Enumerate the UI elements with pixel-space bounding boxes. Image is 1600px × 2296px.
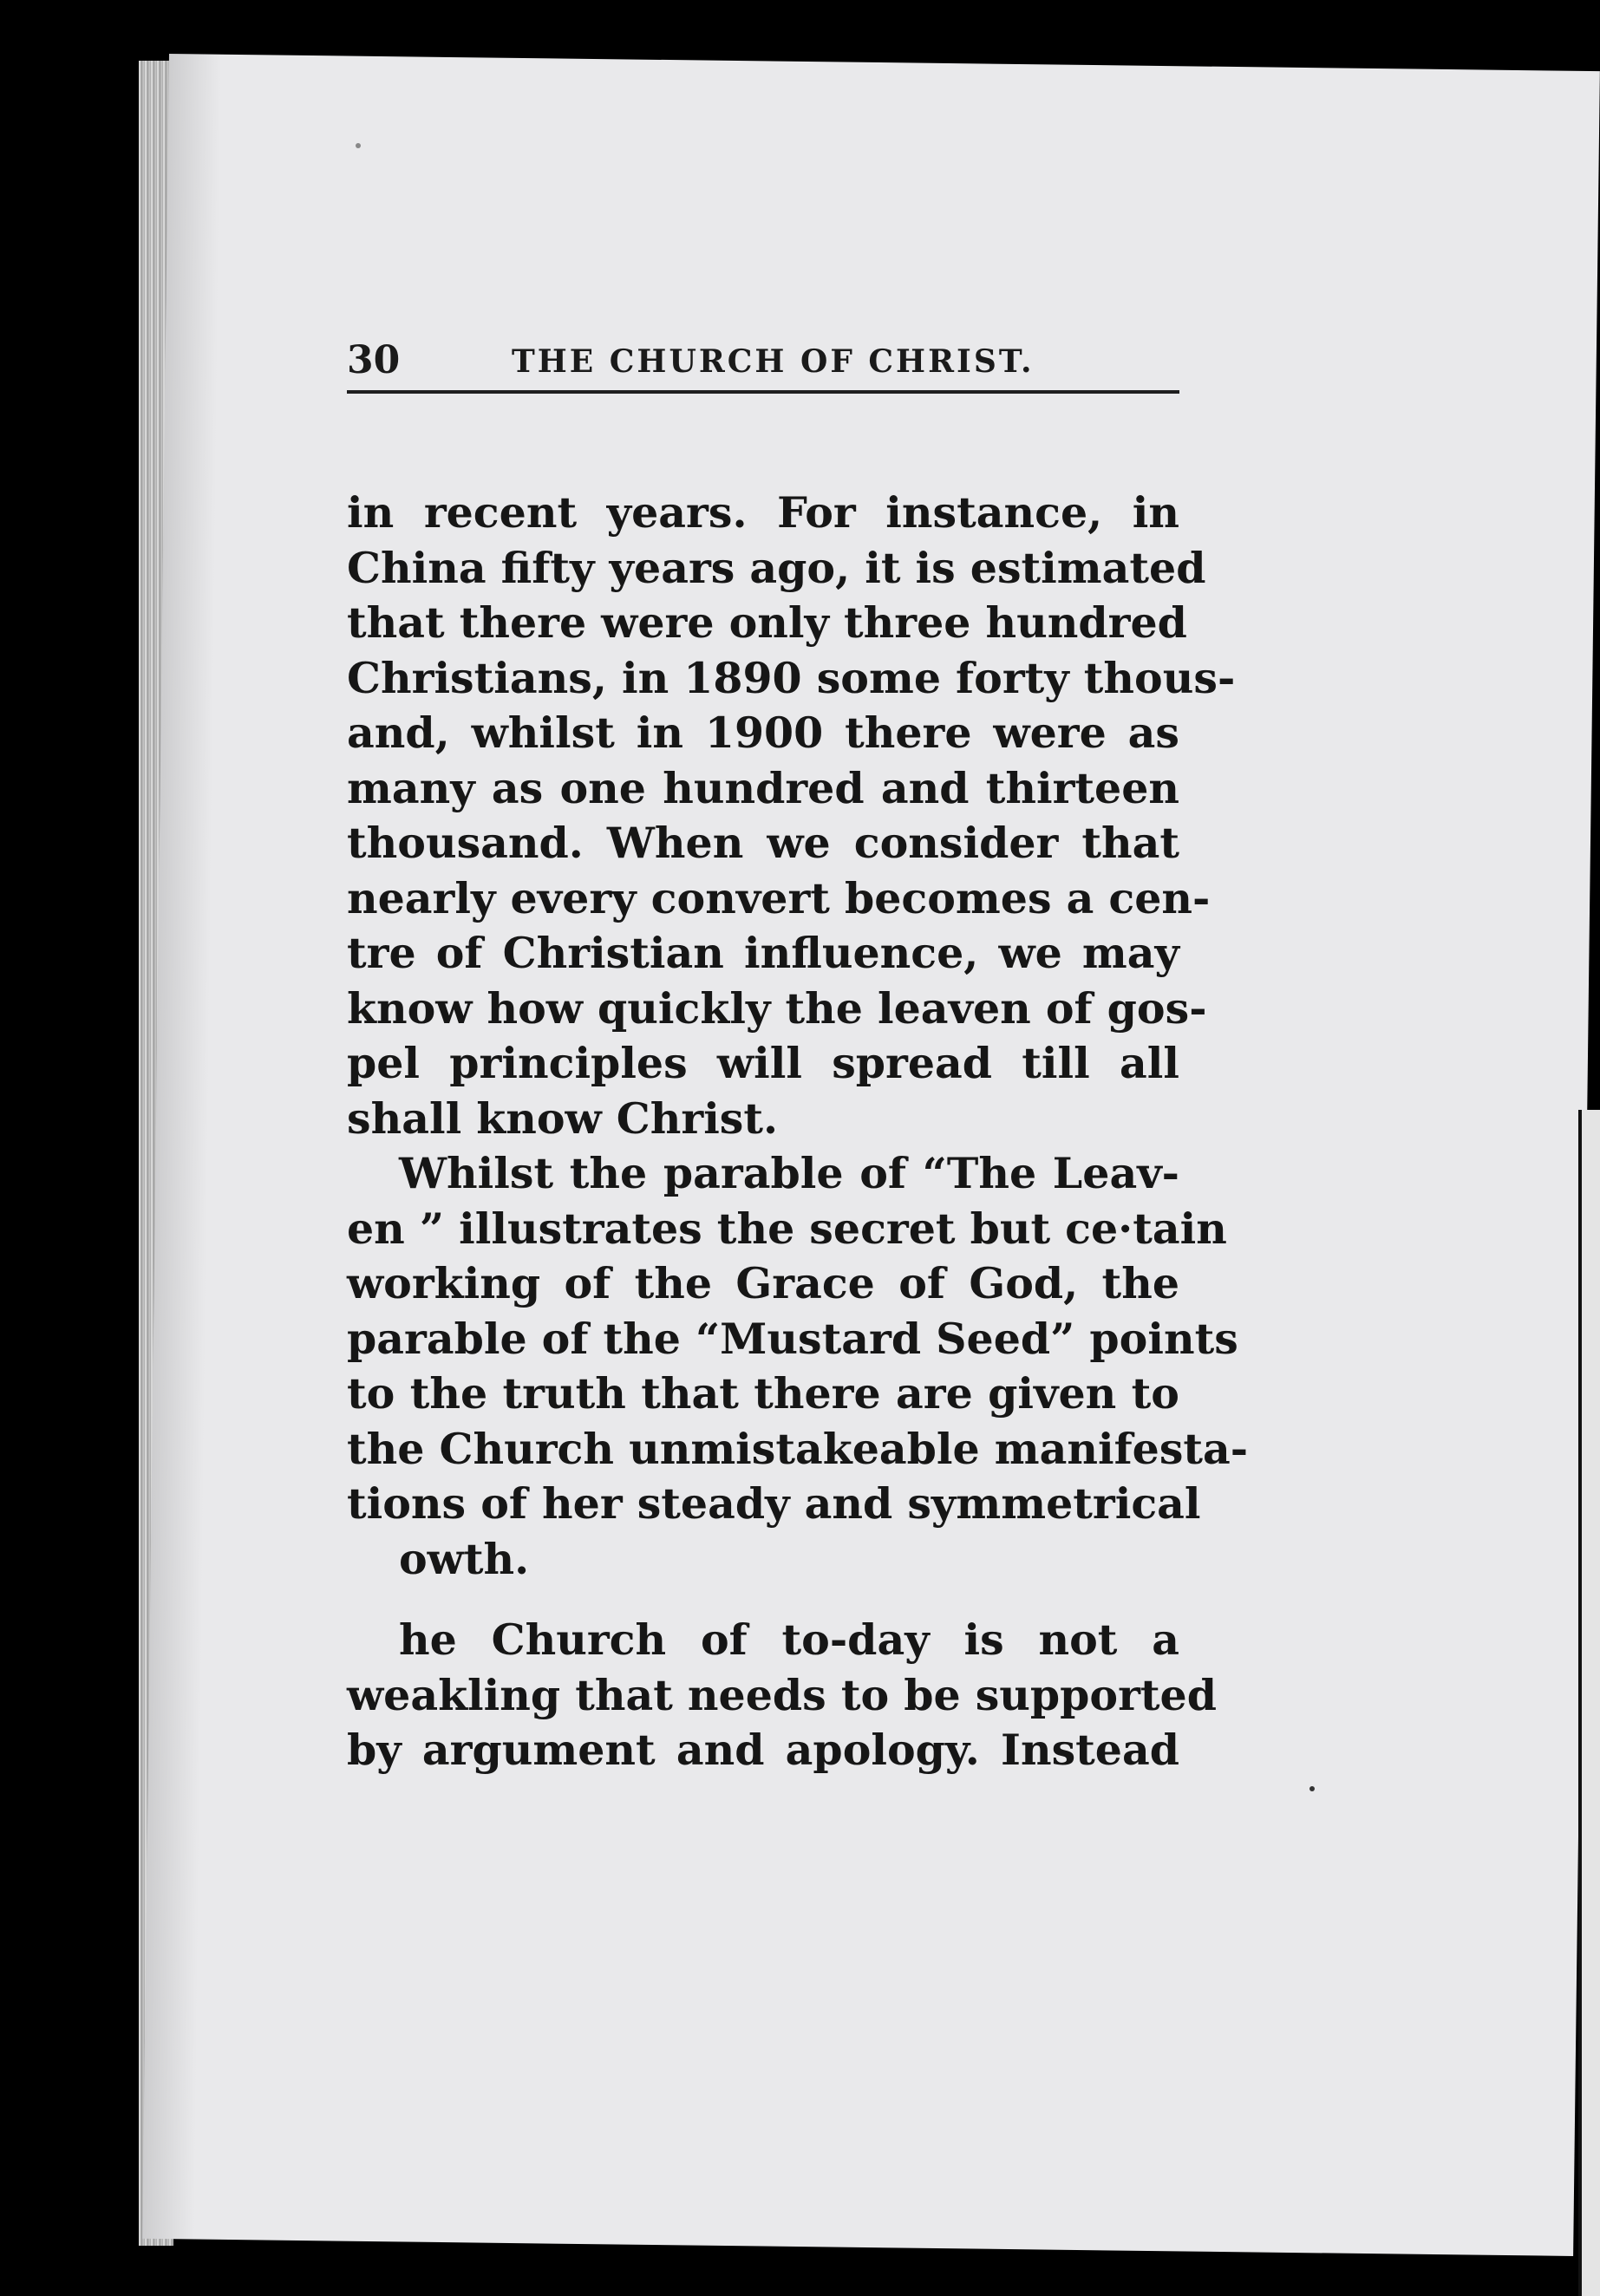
text-line: thousand. When we consider that xyxy=(347,818,1179,868)
paragraph-1 xyxy=(347,486,1236,1146)
paragraph-gap xyxy=(347,1587,1179,1613)
paragraph-2 xyxy=(347,1146,1249,1587)
text-line: many as one hundred and thirteen xyxy=(347,762,1179,813)
text-line: nearly every convert becomes a cen- xyxy=(347,872,1211,923)
paragraph-3 xyxy=(347,1613,1217,1778)
text-line: en ” illustrates the secret but ce·tain xyxy=(347,1203,1227,1254)
next-page-edge xyxy=(1578,1110,1600,2296)
text-line: tre of Christian influence, we may xyxy=(347,928,1179,978)
header-rule xyxy=(347,390,1179,394)
running-title: THE CHURCH OF CHRIST. xyxy=(512,343,1035,380)
text-line: the Church unmistakeable manifesta- xyxy=(347,1423,1249,1474)
page-number: 30 xyxy=(347,338,401,382)
text-line: Whilst the parable of “The Leav- xyxy=(399,1148,1179,1198)
text-line: shall know Christ. xyxy=(347,1093,779,1144)
text-line: to the truth that there are given to xyxy=(347,1368,1179,1419)
text-line: by argument and apology. Instead xyxy=(347,1725,1179,1775)
paper-speck xyxy=(356,143,361,148)
page-header xyxy=(347,329,1171,408)
text-line: Christians, in 1890 some forty thous- xyxy=(347,652,1236,703)
text-line: working of the Grace of God, the xyxy=(347,1258,1179,1308)
text-line: weakling that needs to be supported xyxy=(347,1669,1217,1720)
text-line: and, whilst in 1900 there were as xyxy=(347,708,1179,758)
text-line: China fifty years ago, it is estimated xyxy=(347,542,1206,593)
text-line: owth. xyxy=(399,1533,530,1584)
text-line: know how quickly the leaven of gos- xyxy=(347,982,1207,1034)
text-line: tions of her steady and symmetrical xyxy=(347,1478,1201,1529)
body-text xyxy=(347,486,1249,1778)
paper-speck xyxy=(1309,1786,1315,1791)
text-line: that there were only three hundred xyxy=(347,597,1187,648)
text-line: he Church of to-day is not a xyxy=(399,1614,1179,1665)
text-line: parable of the “Mustard Seed” points xyxy=(347,1313,1238,1364)
text-line: in recent years. For instance, in xyxy=(347,487,1179,538)
text-line: pel principles will spread till all xyxy=(347,1038,1179,1088)
